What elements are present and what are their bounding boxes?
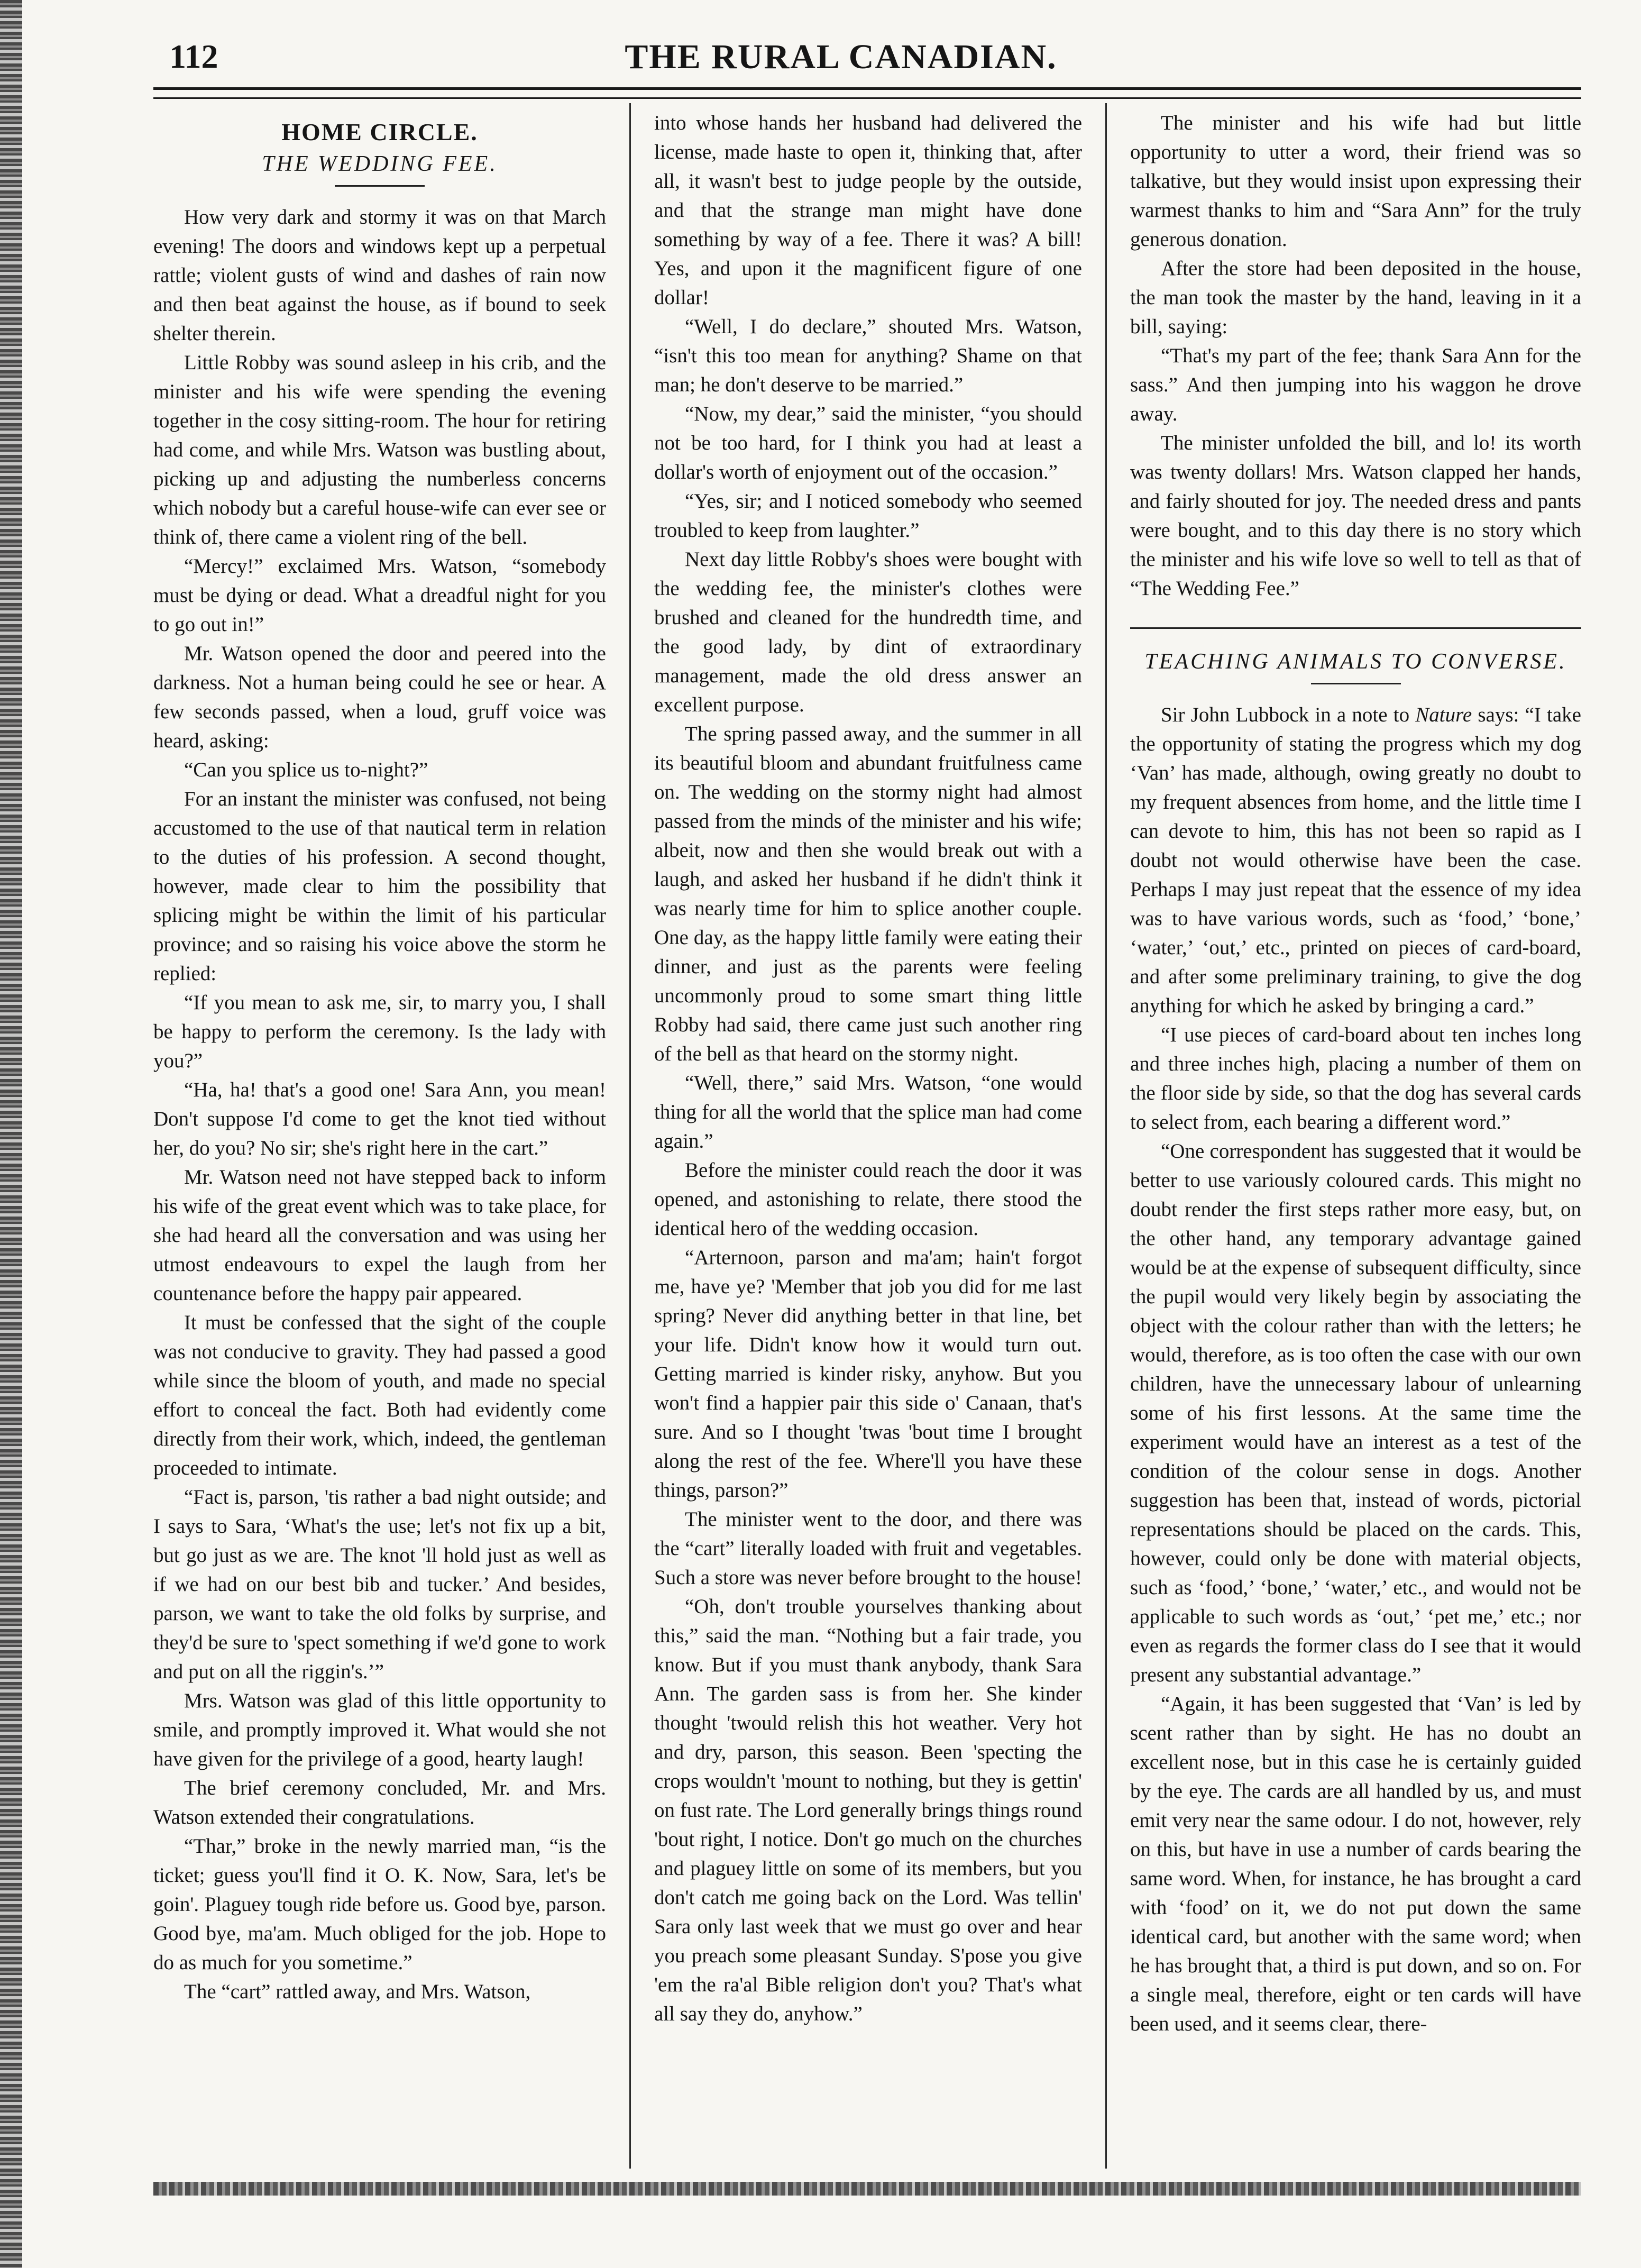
page-number: 112 [169,38,218,75]
paragraph: Mr. Watson opened the door and peered into the darkness. Not a human being could he see or hear. A few seconds passed, when a loud, gruff voice was heard, asking: [153,642,606,752]
paragraph: The minister and his wife had but little opportunity to utter a word, their friend was so talkative, but they would insist upon expressing their warmest thanks to him and “Sara Ann” for the truly generous donation. [1130,112,1581,251]
scan-edge [0,0,22,2268]
paragraph: “Arternoon, parson and ma'am; hain't forgot me, have ye? 'Member that job you did for me last spring? Never did anything better in that line, bet your life. Didn't know how it would turn out. Getting married is kinder risky, anyhow. But you won't find a happier pair this side o' Canaan, that's sure. And so I thought 'twas 'bout time I brought along the rest of the fee. Where'll you have these things, parson?” [654,1246,1082,1502]
article-separator [1130,627,1581,629]
paragraph: “Oh, don't trouble yourselves thanking about this,” said the man. “Nothing but a fair trade, you know. But if you must thank anybody, thank Sara Ann. The garden sass is from her. She kinder thought 'twould relish this hot weather. Very hot and dry, parson, this season. Been 'specting the crops wouldn't 'mount to nothing, but they is gettin' on fust rate. The Lord generally brings things round 'bout right, I notice. Don't go much on the churches and plaguey little on some of its members, but you don't catch me going back on the Lord. Was tellin' Sara only last week that we must go over and hear you preach some pleasant Sunday. S'pose you give 'em the ra'al Bible religion don't you? That's what all say they do, anyhow.” [654,1595,1082,2025]
paragraph: It must be confessed that the sight of the couple was not conducive to gravity. They had passed a good while since the bloom of youth, and made no special effort to conceal the fact. Both had evidently come directly from their work, which, indeed, the gentleman proceeded to intimate. [153,1311,606,1479]
paragraph: “Well, there,” said Mrs. Watson, “one would thing for all the world that the splice man had come again.” [654,1072,1082,1153]
paragraph: Before the minister could reach the door it was opened, and astonishing to relate, there stood the identical hero of the wedding occasion. [654,1159,1082,1240]
paragraph: “Can you splice us to-night?” [184,758,428,781]
intro-text: Sir John Lubbock in a note to [1161,703,1416,726]
title-rule [1311,683,1401,684]
paragraph: Next day little Robby's shoes were bought with the wedding fee, the minister's clothes were brushed and cleaned for the hundredth time, and the good lady, by dint of extraordinary management, made the old dress answer an excellent purpose. [654,548,1082,716]
paragraph: The minister went to the door, and there was the “cart” literally loaded with fruit and vegetables. Such a store was never before brought to the house! [654,1508,1083,1589]
paragraph: “Ha, ha! that's a good one! Sara Ann, you mean! Don't suppose I'd come to get the knot tied without her, do you? No sir; she's right here in the cart.” [153,1078,606,1159]
footer-rule [153,2182,1581,2196]
section-heading: HOME CIRCLE. [281,118,478,145]
journal-name: Nature [1415,703,1472,726]
paragraph: The spring passed away, and the summer in all its beautiful bloom and abundant fruitfulness came on. The wedding on the stormy night had almost passed from the minds of the minister and his wife; albeit, now and then she would break out with a laugh, and asked her husband if he didn't think it was nearly time for him to splice another couple. One day, as the happy little family were eating their dinner, and just as the parents were feeling uncommonly proud to some smart thing little Robby had said, there came just such another ring of the bell as that heard on the stormy night. [654,723,1082,1065]
title-rule [335,185,425,187]
column-2 [629,103,1105,2169]
paragraph: Little Robby was sound asleep in his crib, and the minister and his wife were spending the evening together in the cosy sitting-room. The hour for retiring had come, and while Mrs. Watson was bustling about, picking up and adjusting the numberless concerns which nobody but a careful house-wife can ever see or think of, there came a violent ring of the bell. [153,351,606,548]
paragraph: Mr. Watson need not have stepped back to inform his wife of the great event which was to take place, for she had heard all the conversation and was using her utmost endeavours to expel the laugh from her countenance before the happy pair appeared. [153,1166,606,1305]
article-columns [153,103,1581,2169]
paragraph: After the store had been deposited in the house, the man took the master by the hand, leaving in it a bill, saying: [1130,257,1581,338]
paragraph: The minister unfolded the bill, and lo! its worth was twenty dollars! Mrs. Watson clapped her hands, and fairly shouted for joy. The needed dress and pants were bought, and to this day there is no story which the minister and his wife love so well to tell as that of “The Wedding Fee.” [1130,432,1581,600]
paragraph: “Yes, sir; and I noticed somebody who seemed troubled to keep from laughter.” [654,490,1082,542]
masthead: THE RURAL CANADIAN. [625,38,1057,76]
article-title: THE WEDDING FEE. [262,152,498,176]
paragraph: How very dark and stormy it was on that March evening! The doors and windows kept up a perpetual rattle; violent gusts of wind and dashes of rain now and then beat against the house, as if bound to seek shelter therein. [153,206,606,345]
column-3 [1105,103,1581,2169]
paragraph: Mrs. Watson was glad of this little opportunity to smile, and promptly improved it. What would she not have given for the privilege of a good, hearty laugh! [153,1689,606,1770]
paragraph: “Now, my dear,” said the minister, “you should not be too hard, for I think you had at least a dollar's worth of enjoyment out of the occasion.” [654,403,1082,483]
paragraph: “Mercy!” exclaimed Mrs. Watson, “somebody must be dying or dead. What a dreadful night for you to go out in!” [153,555,606,636]
page-header [100,37,1581,85]
paragraph: For an instant the minister was confused, not being accustomed to the use of that nautical term in relation to the duties of his profession. A second thought, however, made clear to him the possibility that splicing might be within the limit of his particular province; and so raising his voice above the storm he replied: [153,788,606,985]
paragraph: “Again, it has been suggested that ‘Van’ is led by scent rather than by sight. He has no doubt an excellent nose, but in this case he is certainly guided by the eye. The cards are all handled by us, and must emit very near the same odour. I do not, however, rely on this, but have in use a number of cards bearing the same word. When, for instance, he has brought a card with ‘food’ on it, we do not put down the same identical card, but another with the same word; when he has brought that, a third is put down, and so on. For a single meal, therefore, eight or ten cards will have been used, and it seems clear, there- [1130,1693,1581,2035]
paragraph: “If you mean to ask me, sir, to marry you, I shall be happy to perform the ceremony. Is the lady with you?” [153,991,606,1072]
article-title-2: TEACHING ANIMALS TO CONVERSE. [1144,650,1567,674]
paragraph: The brief ceremony concluded, Mr. and Mrs. Watson extended their congratulations. [153,1777,606,1828]
paragraph: “That's my part of the fee; thank Sara Ann for the sass.” And then jumping into his waggon he drove away. [1130,344,1581,425]
paragraph: “One correspondent has suggested that it would be better to use variously coloured cards. This might no doubt render the first steps rather more easy, but, on the other hand, any temporary advantage gained would be at the expense of subsequent difficulty, since the pupil would very likely begin by associating the object with the colour rather than with the letters; he would, therefore, as is too often the case with our own children, have the unnecessary labour of unlearning some of his first lessons. At the same time the experiment would have an interest as a test of the condition of the colour sense in dogs. Another suggestion has been that, instead of words, pictorial representations should be placed on the cards. This, however, could only be done with material objects, such as ‘food,’ ‘bone,’ ‘water,’ etc., and would not be applicable to such words as ‘out,’ ‘pet me,’ etc.; nor even as regards the former class do I see that it would present any substantial advantage.” [1130,1140,1581,1686]
paragraph: into whose hands her husband had delivered the license, made haste to open it, thinking that, after all, it wasn't best to judge people by the outside, and that the strange man might have done something by way of a fee. There it was? A bill! Yes, and upon it the magnificent figure of one dollar! [654,112,1082,309]
intro-text-rest: says: “I take the opportunity of stating the progress which my dog ‘Van’ has made, although, owing greatly no doubt to my frequent absences from home, and the little time I can devote to him, this has not been so rapid as I doubt not would otherwise have been the case. Perhaps I may just repeat that the essence of my idea was to have various words, such as ‘food,’ ‘bone,’ ‘water,’ ‘out,’ etc., printed on pieces of card-board, and after some preliminary training, to give the dog anything for which he asked by bringing a card.” [1130,703,1581,1017]
header-rule [153,87,1581,99]
paragraph: “I use pieces of card-board about ten inches long and three inches high, placing a number of them on the floor side by side, so that the dog has several cards to select from, each bearing a different word.” [1130,1023,1581,1133]
paragraph: “Well, I do declare,” shouted Mrs. Watson, “isn't this too mean for anything? Shame on that man; he don't deserve to be married.” [654,315,1082,396]
paragraph-intro [1130,700,1581,1020]
paragraph: The “cart” rattled away, and Mrs. Watson, [184,1980,531,2003]
paragraph: “Thar,” broke in the newly married man, “is the ticket; guess you'll find it O. K. Now, Sara, let's be goin'. Plaguey tough ride before us. Good bye, parson. Good bye, ma'am. Much obliged for the job. Hope to do as much for you sometime.” [153,1835,606,1974]
column-1 [153,103,629,2169]
paragraph: “Fact is, parson, 'tis rather a bad night outside; and I says to Sara, ‘What's the use; let's not fix up a bit, but go just as we are. The knot 'll hold just as well as if we had on our best bib and tucker.’ And besides, parson, we want to take the old folks by surprise, and they'd be sure to 'spect something if we'd gone to work and put on all the riggin's.’” [153,1486,606,1683]
